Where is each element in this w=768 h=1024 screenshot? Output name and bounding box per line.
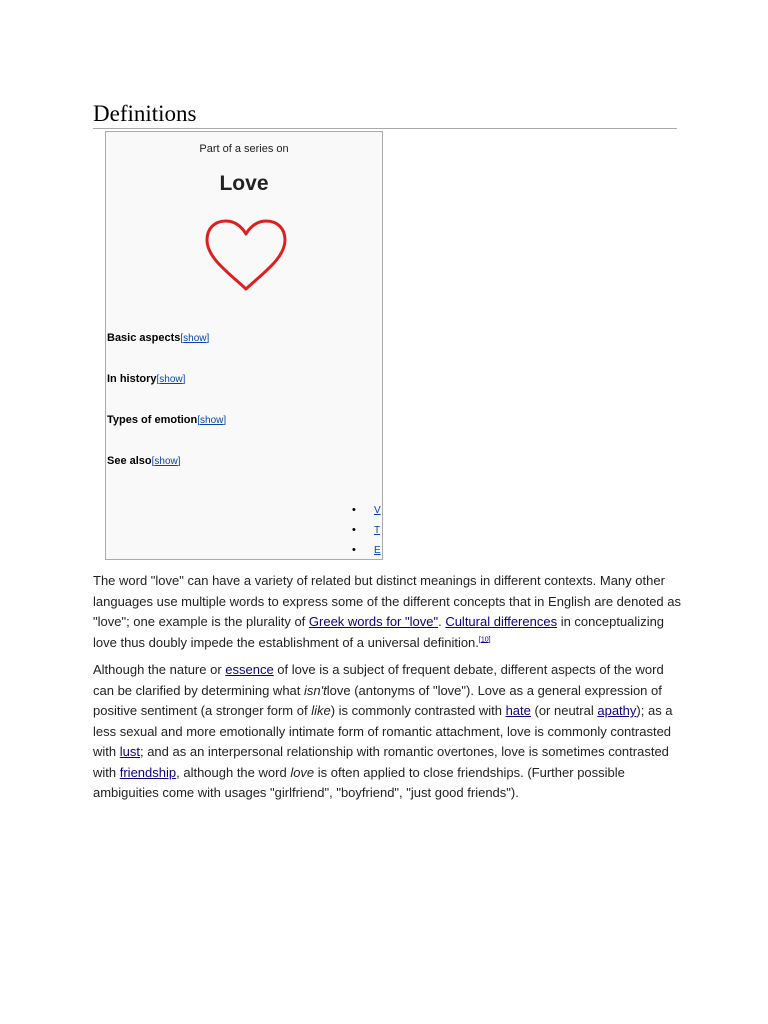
show-toggle-see-also[interactable]: show (154, 456, 178, 467)
show-toggle-in-history[interactable]: show (159, 374, 183, 385)
bullet-icon: • (352, 504, 356, 516)
lust-link[interactable]: lust (119, 744, 140, 759)
infobox-section-in-history: In history[show] (107, 373, 186, 385)
talk-template-link[interactable]: T (374, 525, 381, 536)
paragraph-aspects: Although the nature or essence of love is a subject of frequent debate, different aspects of the word can be clarified by determining what isn'tlove (antonyms of "love"). Love as a general expression of positive sentiment (a stronger form of like) is commonly contrasted with hate (or neutral apathy); as a less sexual and more emotionally intimate form of romantic attachment, love is commonly contrasted with lust; and as an interpersonal relationship with romantic overtones, love is sometimes contrasted with friendship, although the word love is often applied to close friendships. (Further possible ambiguities come with usages "girlfriend", "boyfriend", "just good friends"). (93, 662, 673, 800)
nav-item-edit (346, 544, 382, 564)
infobox-section-basic-aspects: Basic aspects[show] (107, 332, 210, 344)
navbox-links (346, 504, 382, 564)
section-label: Basic aspects (107, 332, 181, 344)
greek-words-link[interactable]: Greek words for "love" (308, 614, 439, 629)
cultural-differences-link[interactable]: Cultural differences (445, 614, 558, 629)
infobox-above: Part of a series on (199, 143, 289, 155)
nav-item-talk (346, 524, 382, 544)
section-label: In history (107, 373, 157, 385)
hate-link[interactable]: hate (505, 703, 531, 718)
show-toggle-types-of-emotion[interactable]: show (200, 415, 224, 426)
reference-link[interactable]: [10] (478, 636, 491, 644)
bullet-icon: • (352, 544, 356, 556)
apathy-link[interactable]: apathy (597, 703, 637, 718)
section-heading: Definitions (93, 100, 677, 129)
view-template-link[interactable]: V (374, 505, 381, 516)
nav-item-view (346, 504, 382, 524)
infobox-section-types-of-emotion: Types of emotion[show] (107, 414, 227, 426)
section-label: See also (107, 455, 152, 467)
bullet-icon: • (352, 524, 356, 536)
love-series-infobox (105, 131, 383, 560)
paragraph-meanings: The word "love" can have a variety of related but distinct meanings in different contexts. Many other languages use multiple words to express some of the different concepts that in English are denoted as "love"; one example is the plurality of Greek words for "love". Cultural differences in conceptualizing love thus doubly impede the establishment of a universal definition.[10] (93, 573, 682, 650)
heart-icon (201, 216, 291, 296)
infobox-title: Love (219, 172, 269, 195)
section-label: Types of emotion (107, 414, 198, 426)
edit-template-link[interactable]: E (374, 545, 381, 556)
friendship-link[interactable]: friendship (119, 764, 177, 780)
infobox-section-see-also: See also[show] (107, 455, 181, 467)
show-toggle-basic-aspects[interactable]: show (183, 333, 207, 344)
essence-link[interactable]: essence (225, 662, 274, 677)
